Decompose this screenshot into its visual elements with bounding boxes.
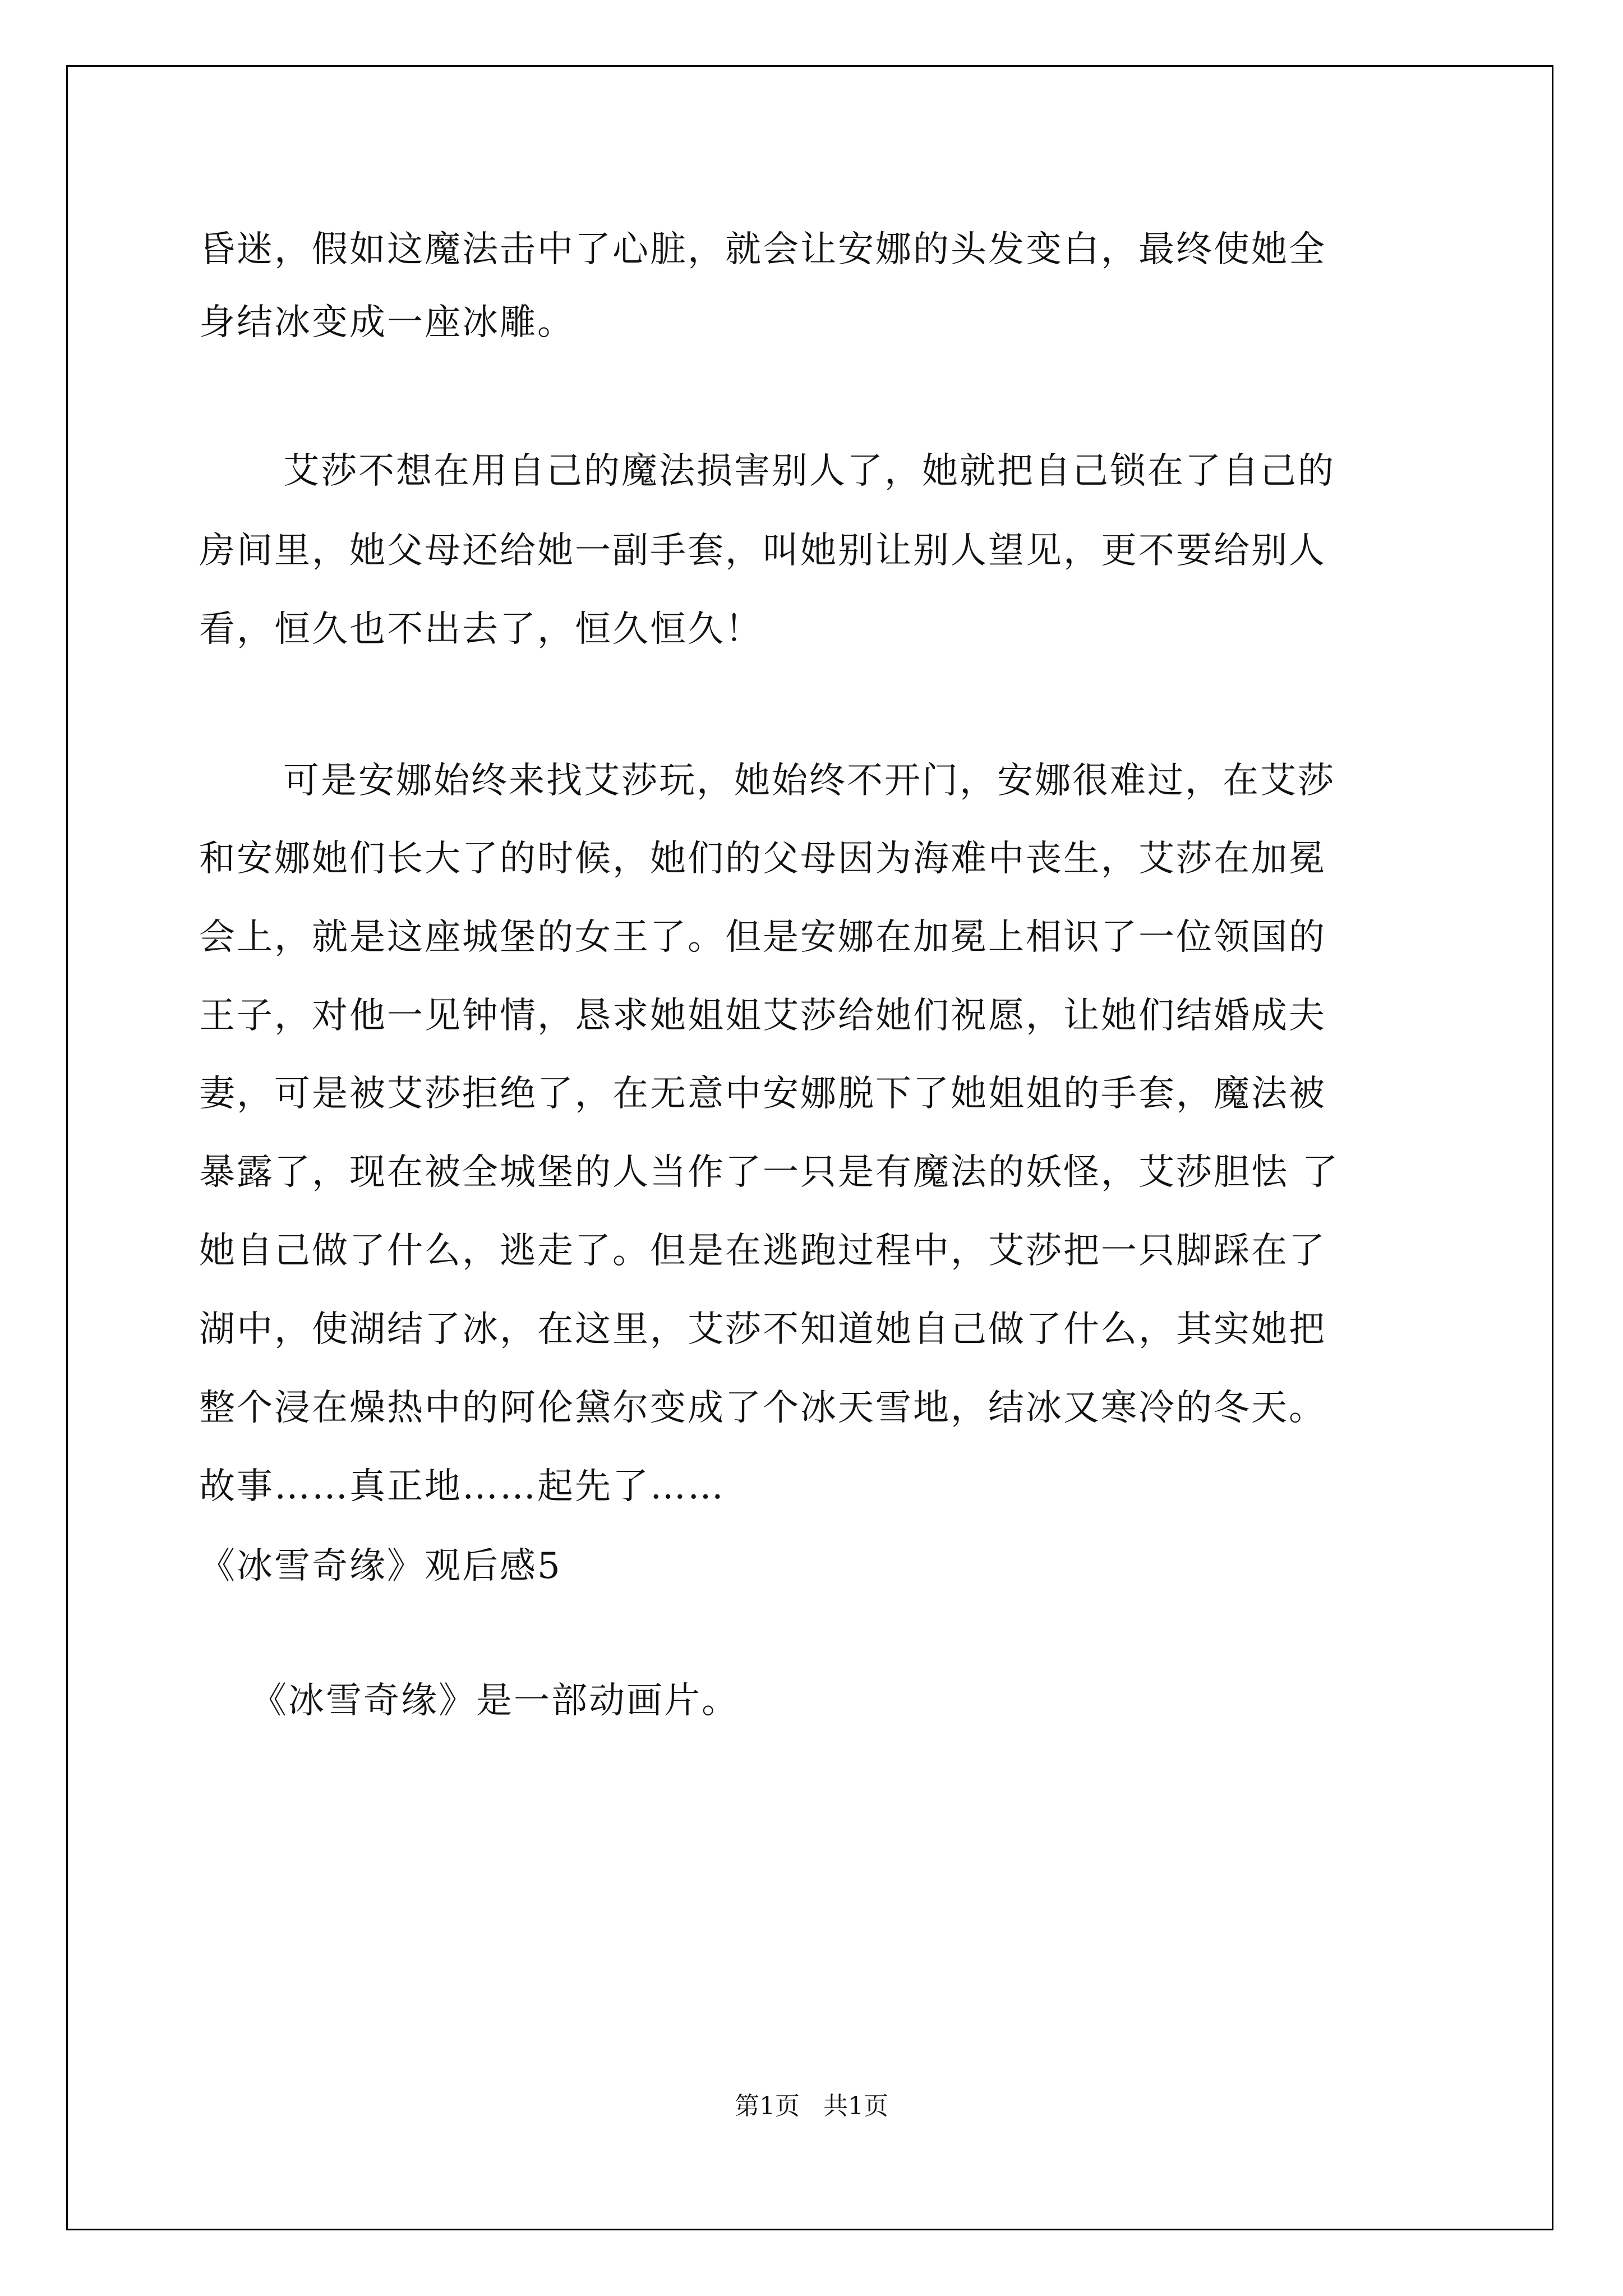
text-line: 王子，对他一见钟情，恳求她姐姐艾莎给她们祝愿，让她们结婚成夫 bbox=[199, 995, 1326, 1037]
text-line: 整个浸在燥热中的阿伦黛尔变成了个冰天雪地，结冰又寒冷的冬天。 bbox=[199, 1387, 1326, 1429]
text-line: 妻，可是被艾莎拒绝了，在无意中安娜脱下了她姐姐的手套，魔法被 bbox=[199, 1073, 1326, 1115]
text-line: 会上，就是这座城堡的女王了。但是安娜在加冕上相识了一位领国的 bbox=[199, 917, 1326, 958]
text-line: 和安娜她们长大了的时候，她们的父母因为海难中丧生，艾莎在加冕 bbox=[199, 838, 1326, 880]
text-line: 房间里，她父母还给她一副手套，叫她别让别人望见，更不要给别人 bbox=[199, 530, 1326, 572]
text-line: 昏迷，假如这魔法击中了心脏，就会让安娜的头发变白，最终使她全 bbox=[199, 229, 1326, 270]
text-line: 看，恒久也不出去了，恒久恒久！ bbox=[199, 609, 763, 650]
text-line: 可是安娜始终来找艾莎玩，她始终不开门，安娜很难过，在艾莎 bbox=[283, 760, 1335, 802]
text-line: 暴露了，现在被全城堡的人当作了一只是有魔法的妖怪，艾莎胆怯 了 bbox=[199, 1152, 1340, 1193]
text-line: 身结冰变成一座冰雕。 bbox=[199, 302, 575, 343]
text-line: 艾莎不想在用自己的魔法损害别人了，她就把自己锁在了自己的 bbox=[283, 450, 1335, 492]
page-border bbox=[66, 65, 1553, 2230]
text-line: 她自己做了什么，逃走了。但是在逃跑过程中，艾莎把一只脚踩在了 bbox=[199, 1230, 1326, 1272]
text-line: 《冰雪奇缘》是一部动画片。 bbox=[251, 1680, 739, 1722]
section-heading: 《冰雪奇缘》观后感5 bbox=[199, 1545, 562, 1587]
page-footer: 第1页 共1页 bbox=[735, 2092, 888, 2120]
text-line: 故事……真正地……起先了…… bbox=[199, 1466, 725, 1507]
text-line: 湖中，使湖结了冰，在这里，艾莎不知道她自己做了什么，其实她把 bbox=[199, 1309, 1326, 1350]
